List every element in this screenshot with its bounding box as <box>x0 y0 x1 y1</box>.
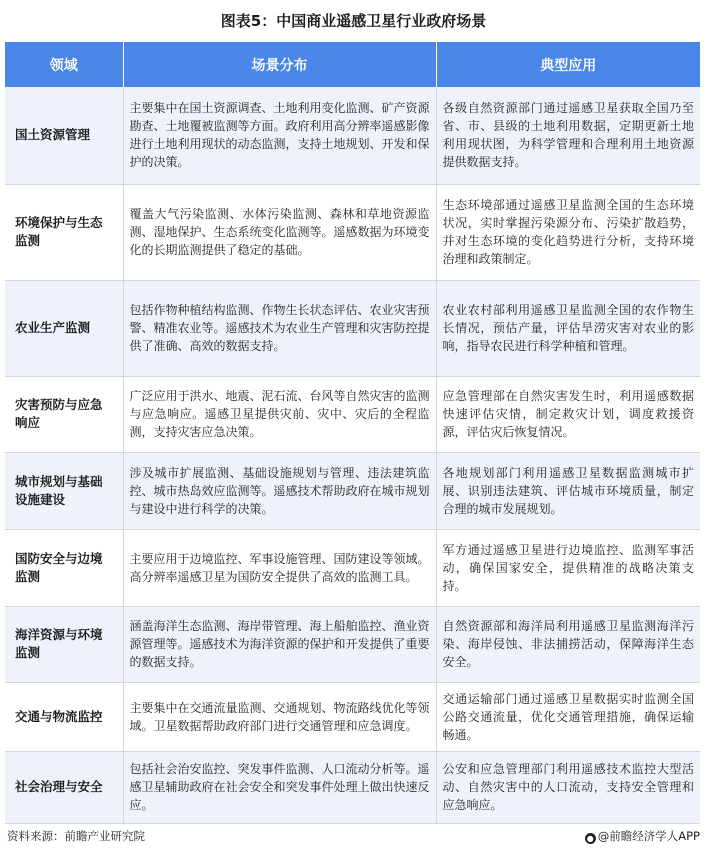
row-application: 公安和应急管理部门利用遥感技术监控大型活动、自然灾害中的人口流动，支持安全管理和应急响应。 <box>436 751 700 823</box>
row-domain: 城市规划与基础设施建设 <box>5 452 123 529</box>
row-application: 自然资源部和海洋局利用遥感卫星监测海洋污染、海岸侵蚀、非法捕捞活动，保障海洋生态安全。 <box>436 606 700 682</box>
header-domain: 领域 <box>5 42 123 87</box>
row-domain: 交通与物流监控 <box>5 682 123 751</box>
row-domain: 海洋资源与环境监测 <box>5 606 123 682</box>
row-application: 应急管理部在自然灾害发生时，利用遥感数据快速评估灾情，制定救灾计划，调度救援资源，评估灾后恢复情况。 <box>436 376 700 452</box>
row-application: 生态环境部通过遥感卫星监测全国的生态环境状况，实时掌握污染源分布、污染扩散趋势，并对生态环境的变化趋势进行分析，支持环境治理和政策制定。 <box>436 184 700 280</box>
table-row <box>5 376 700 452</box>
header-scenario: 场景分布 <box>123 42 436 87</box>
row-scenario: 包括社会治安监控、突发事件监测、人口流动分析等。遥感卫星辅助政府在社会安全和突发事件处理上做出快速反应。 <box>123 751 436 823</box>
table-row <box>5 452 700 529</box>
row-scenario: 包括作物种植结构监测、作物生长状态评估、农业灾害预警、精准农业等。遥感技术为农业生产管理和灾害防控提供了准确、高效的数据支持。 <box>123 280 436 376</box>
header-application: 典型应用 <box>436 42 700 87</box>
source-note: 资料来源：前瞻产业研究院 <box>7 829 145 843</box>
table-row <box>5 606 700 682</box>
row-domain: 灾害预防与应急响应 <box>5 376 123 452</box>
row-application: 交通运输部门通过遥感卫星数据实时监测全国公路交通流量，优化交通管理措施，确保运输畅通。 <box>436 682 700 751</box>
row-scenario: 主要应用于边境监控、军事设施管理、国防建设等领域。高分辨率遥感卫星为国防安全提供了高效的监测工具。 <box>123 529 436 606</box>
row-scenario: 广泛应用于洪水、地震、泥石流、台风等自然灾害的监测与应急响应。遥感卫星提供灾前、灾中、灾后的全程监测，支持灾害应急决策。 <box>123 376 436 452</box>
row-scenario: 覆盖大气污染监测、水体污染监测、森林和草地资源监测、湿地保护、生态系统变化监测等。遥感数据为环境变化的长期监测提供了稳定的基础。 <box>123 184 436 280</box>
row-application: 农业农村部利用遥感卫星监测全国的农作物生长情况，预估产量，评估旱涝灾害对农业的影响，指导农民进行科学种植和管理。 <box>436 280 700 376</box>
brand-attribution <box>585 828 700 844</box>
row-scenario: 主要集中在国土资源调查、土地利用变化监测、矿产资源勘查、土地覆被监测等方面。政府利用高分辨率遥感影像进行土地利用现状的动态监测，支持土地规划、开发和保护的决策。 <box>123 87 436 184</box>
row-application: 各地规划部门利用遥感卫星数据监测城市扩展、识别违法建筑、评估城市环境质量，制定合理的城市发展规划。 <box>436 452 700 529</box>
row-scenario: 涵盖海洋生态监测、海岸带管理、海上船舶监控、渔业资源管理等。遥感技术为海洋资源的保护和开发提供了重要的数据支持。 <box>123 606 436 682</box>
brand-label: @前瞻经济学人APP <box>597 829 700 843</box>
row-scenario: 主要集中在交通流量监测、交通规划、物流路线优化等领域。卫星数据帮助政府部门进行交通管理和应急调度。 <box>123 682 436 751</box>
row-domain: 环境保护与生态监测 <box>5 184 123 280</box>
chart-title: 图表5：中国商业遥感卫星行业政府场景 <box>220 12 487 30</box>
qianzhan-logo-icon: ● <box>585 833 596 844</box>
row-domain: 国防安全与边境监测 <box>5 529 123 606</box>
table-header-row <box>5 42 700 87</box>
row-domain: 社会治理与安全 <box>5 751 123 823</box>
row-application: 各级自然资源部门通过遥感卫星获取全国乃至省、市、县级的土地利用数据，定期更新土地利用现状图，为科学管理和合理利用土地资源提供数据支持。 <box>436 87 700 184</box>
table-row <box>5 751 700 823</box>
government-scenario-table <box>5 42 700 824</box>
table-row <box>5 280 700 376</box>
table-row <box>5 529 700 606</box>
table-row <box>5 87 700 184</box>
row-scenario: 涉及城市扩展监测、基础设施规划与管理、违法建筑监控、城市热岛效应监测等。遥感技术帮助政府在城市规划与建设中进行科学的决策。 <box>123 452 436 529</box>
row-application: 军方通过遥感卫星进行边境监控、监测军事活动，确保国家安全，提供精准的战略决策支持。 <box>436 529 700 606</box>
row-domain: 国土资源管理 <box>5 87 123 184</box>
table-row <box>5 184 700 280</box>
row-domain: 农业生产监测 <box>5 280 123 376</box>
table-row <box>5 682 700 751</box>
